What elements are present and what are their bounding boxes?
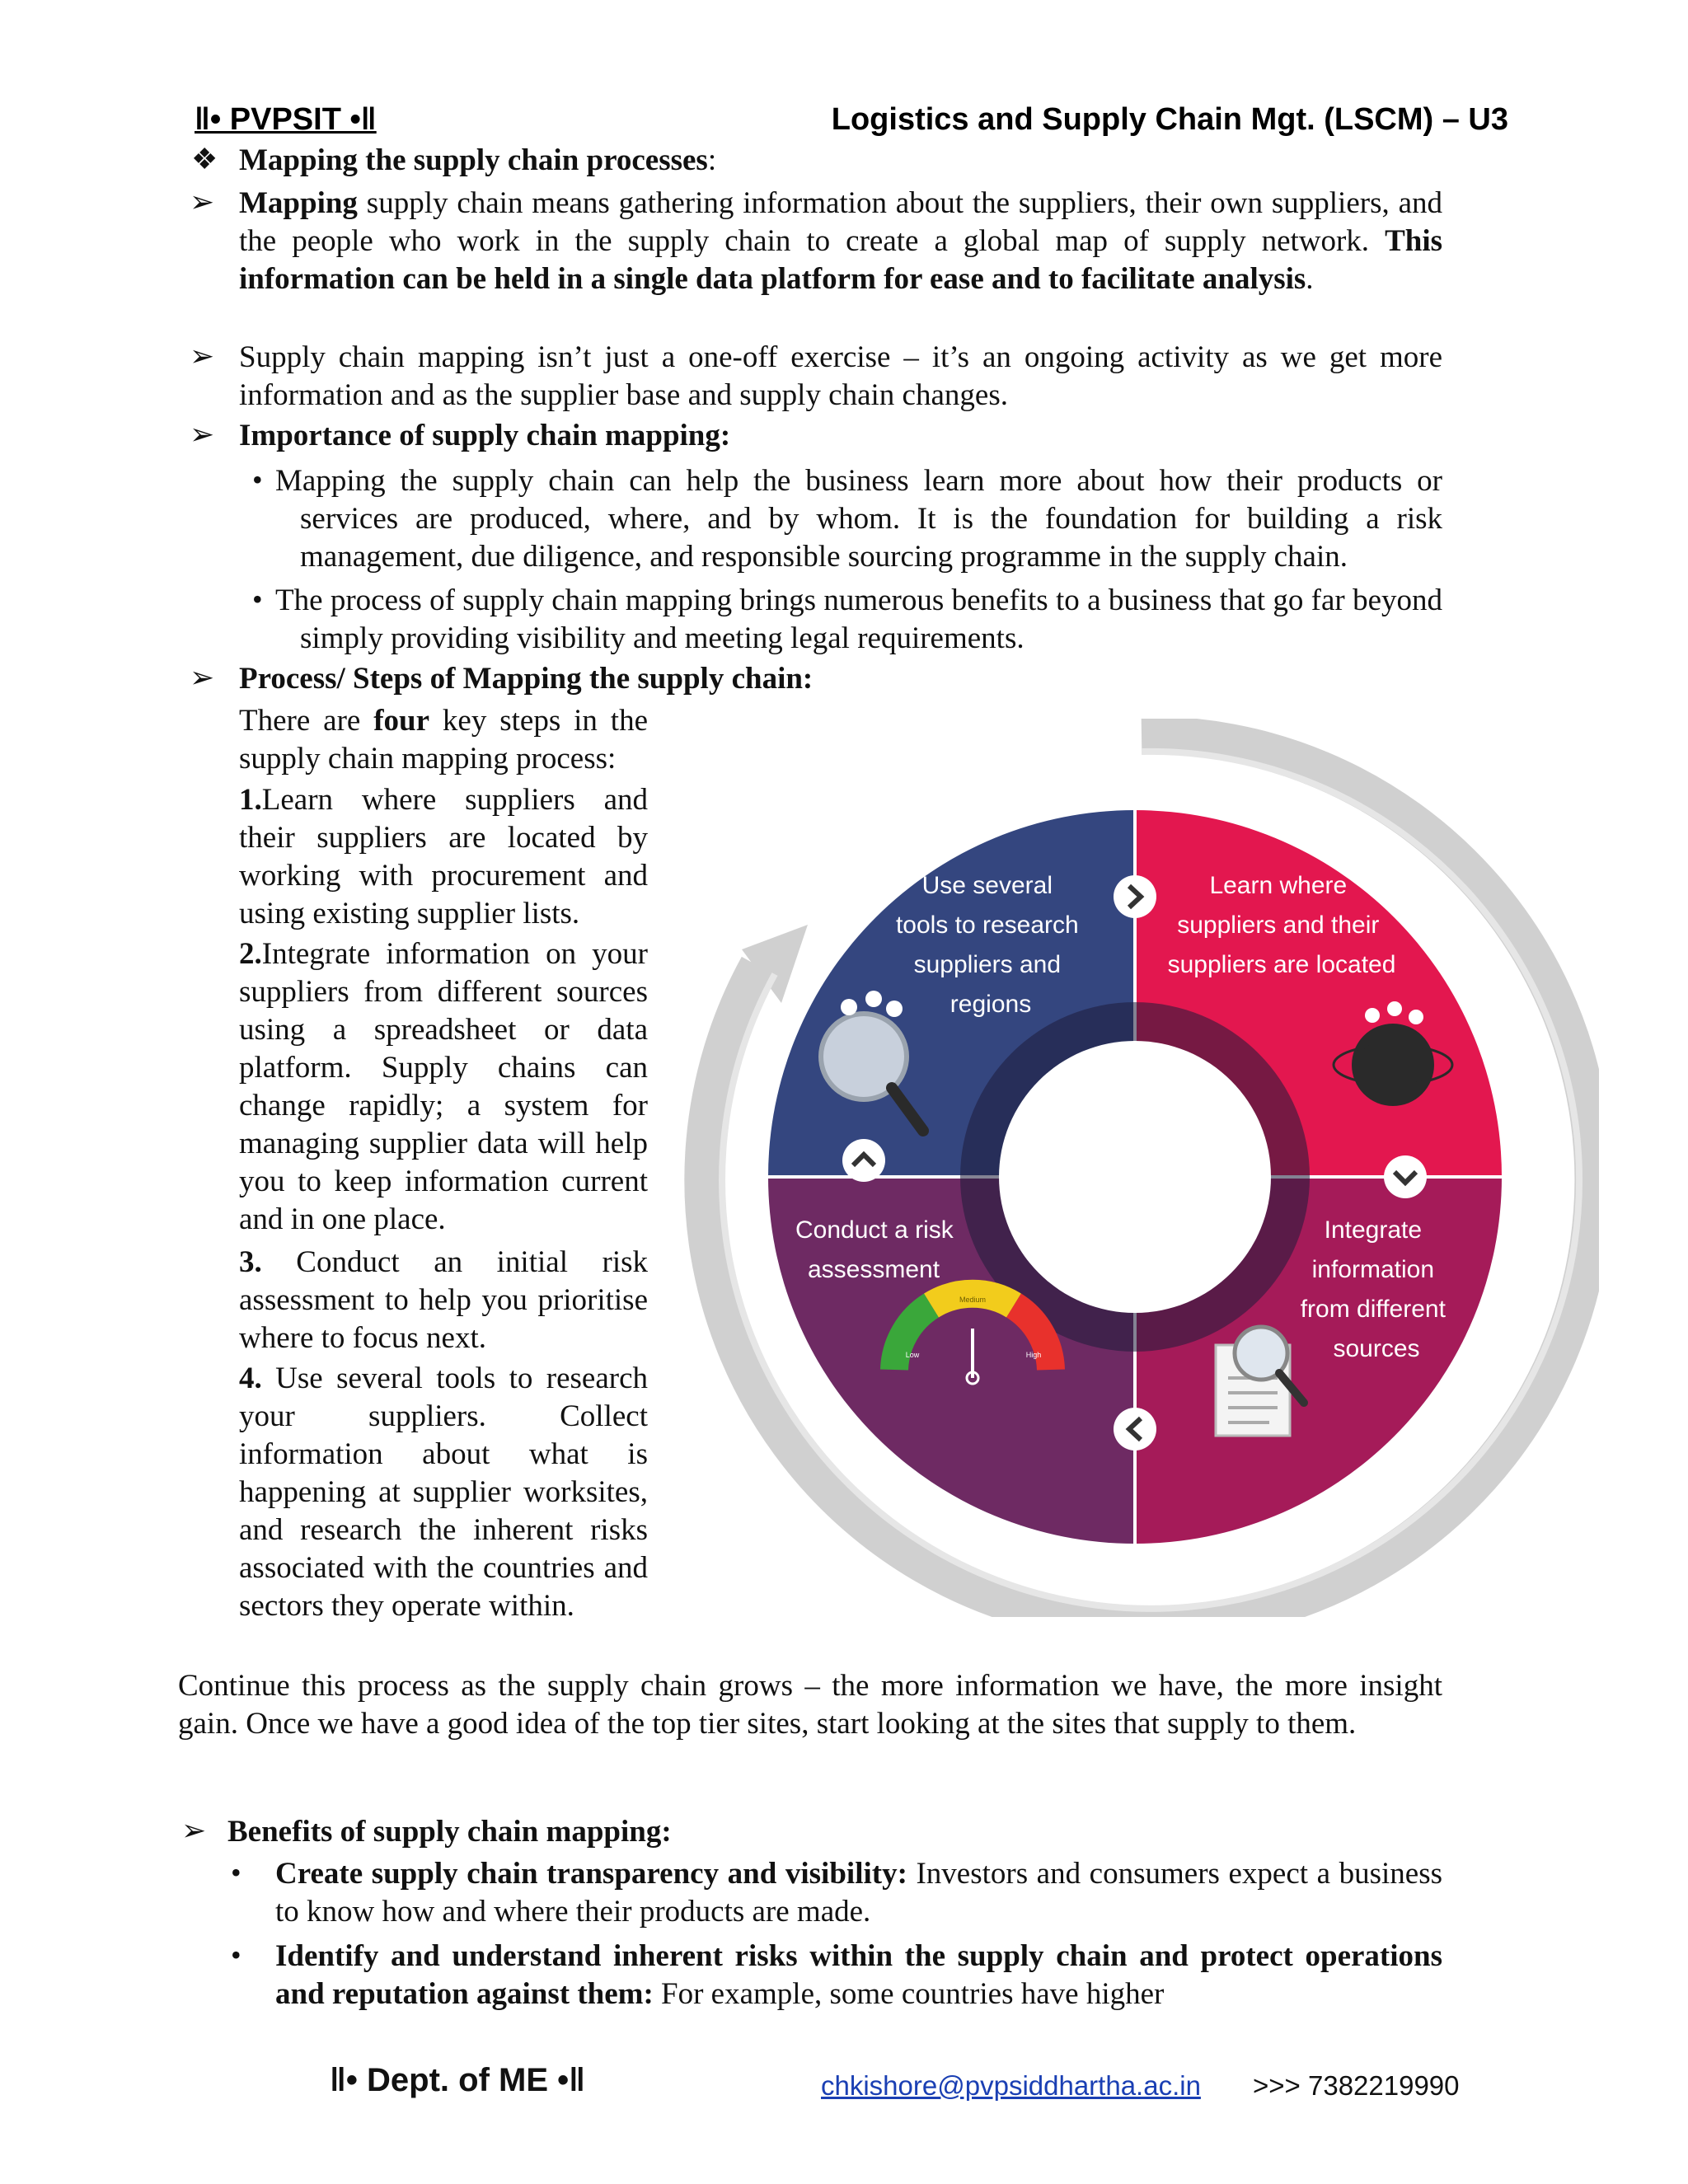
supply-chain-mapping-cycle-diagram [684,719,1599,1617]
chevron-down-icon [1384,1155,1427,1198]
footer-phone: >>> 7382219990 [1253,2070,1460,2101]
svg-text:Low: Low [905,1351,920,1359]
step-3: 3. Conduct an initial risk assessment to help you prioritise where to focus next. [239,1245,648,1355]
center-hole [999,1041,1271,1313]
section-title: Mapping the supply chain processes: [239,143,717,177]
benefit-item-2: Identify and understand inherent risks within the supply chain and protect operations and reputation against them: For example, some countries have higher [275,1939,1442,2011]
q1-label: Use several tools to research suppliers and regions [895,872,1079,1018]
ongoing-activity-text: Supply chain mapping isn’t just a one-off exercise – it’s an ongoing activity as we get more information and as the supplier base and supply chain changes. [239,340,1442,412]
q4-label: Integrate information from different sources [1300,1216,1446,1362]
step-2: 2.Integrate information on your suppliers from different sources using a spreadsheet or data platform. Supply chains can change rapidly; a system for managing supplier data will help you to keep information current and in one place. [239,937,648,1236]
mapping-definition: Mapping supply chain means gathering information about the suppliers, their own suppliers, and the people who work in the supply chain to create a global map of supply network. This information can be held in a single data platform for ease and to facilitate analysis. [239,186,1442,296]
benefit-item-1: Create supply chain transparency and visibility: Investors and consumers expect a business to know how and where their products are made. [275,1857,1442,1929]
chevron-up-icon [842,1139,885,1182]
importance-title: Importance of supply chain mapping: [239,419,731,452]
q3-label: Conduct a risk assessment [795,1216,954,1283]
arrow-bullet-icon: ➢ [190,661,215,694]
arrow-bullet-icon: ➢ [190,418,215,451]
svg-text:High: High [1025,1351,1042,1359]
footer-department: ‖• Dept. of ME •‖ [330,2062,586,2098]
arrow-bullet-icon: ➢ [190,340,215,373]
header-course: Logistics and Supply Chain Mgt. (LSCM) – U3 [831,102,1508,137]
continue-text: Continue this process as the supply chain grows – the more information we have, the more insight gain. Once we have a good idea of the top tier sites, start looking at the sites that supply to them. [178,1669,1442,1741]
dot-bullet-icon: • [231,1938,241,1971]
q2-label: Learn where suppliers and their suppliers are located [1167,872,1396,978]
dot-bullet-icon: • [231,1856,241,1889]
chevron-left-icon [1114,1408,1156,1451]
arrow-bullet-icon: ➢ [190,185,215,218]
arrow-bullet-icon: ➢ [181,1814,207,1847]
importance-item-1: Mapping the supply chain can help the business learn more about how their products or services are produced, where, and by whom. It is the foundation for building a risk management, due diligence, and responsible sourcing programme in the supply chain. [275,464,1442,574]
step-4: 4. Use several tools to research your suppliers. Collect information about what is happening at supplier worksites, and research the inherent risks associated with the countries and sectors they operate within. [239,1361,648,1623]
dot-bullet-icon: • [252,463,263,496]
process-intro: There are four key steps in the supply chain mapping process: [239,704,649,776]
dot-bullet-icon: • [252,583,263,616]
step-1: 1.Learn where suppliers and their suppliers are located by working with procurement and using existing supplier lists. [239,783,648,930]
header-college: ‖• PVPSIT •‖ [195,102,377,137]
benefits-title: Benefits of supply chain mapping: [227,1815,672,1849]
footer-email-link[interactable]: chkishore@pvpsiddhartha.ac.in [821,2070,1201,2101]
svg-text:Medium: Medium [959,1296,987,1304]
diamond-bullet-icon: ❖ [191,143,218,176]
chevron-right-icon [1114,875,1156,918]
importance-item-2: The process of supply chain mapping brings numerous benefits to a business that go far beyond simply providing visibility and meeting legal requirements. [275,583,1442,655]
process-title: Process/ Steps of Mapping the supply chain: [239,662,814,696]
